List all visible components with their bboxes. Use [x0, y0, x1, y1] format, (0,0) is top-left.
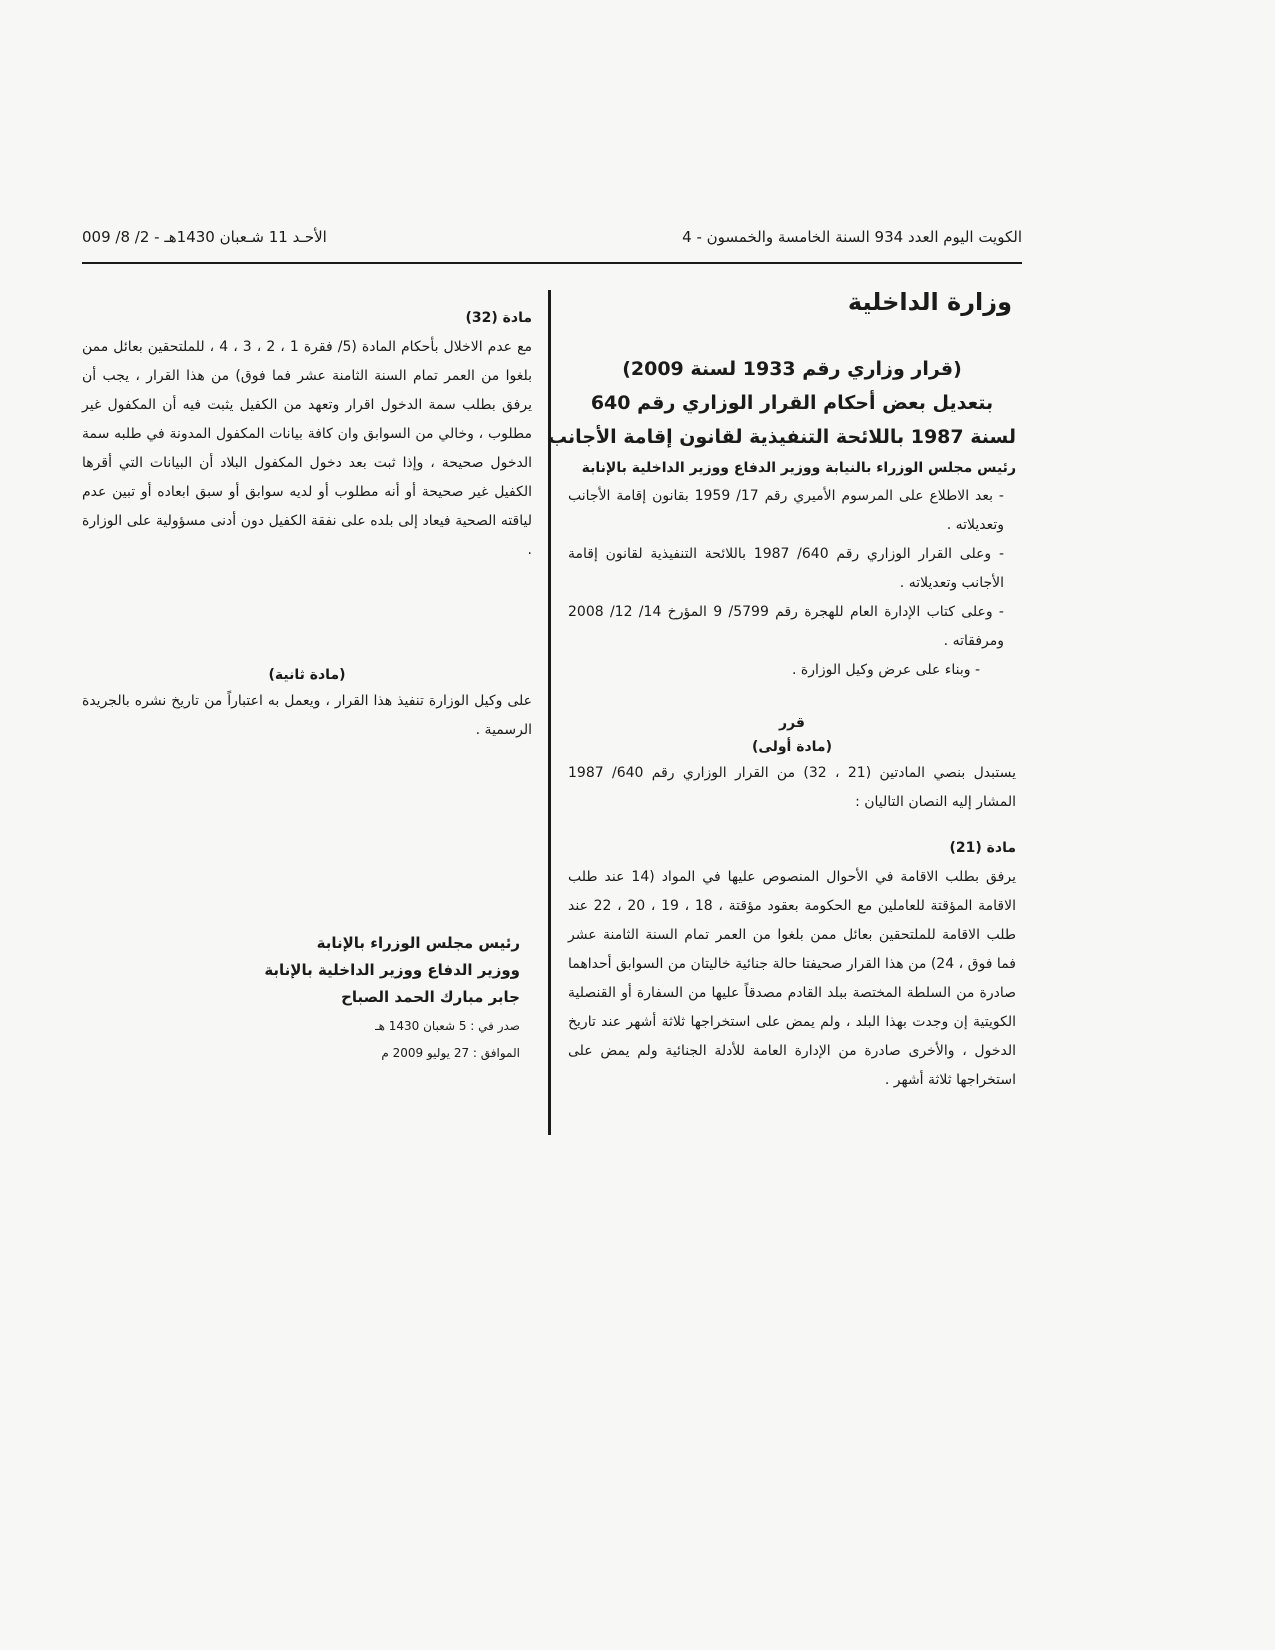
article-32-heading: مادة (32) [465, 310, 532, 326]
article-two-text: على وكيل الوزارة تنفيذ هذا القرار ، ويعمل به اعتباراً من تاريخ نشره بالجريدة الرسمية . [82, 693, 532, 738]
right-column [547, 288, 1016, 1095]
preamble-item: - وعلى كتاب الإدارة العام للهجرة رقم 5799/ 9 المؤرخ 14/ 12/ 2008 ومرفقاته . [568, 604, 1004, 649]
decree-title-line1: (قرار وزاري رقم 1933 لسنة 2009) [622, 358, 962, 380]
header-date: الأحـد 11 شـعبان 1430هـ - 2/ 8/ 009 [82, 228, 327, 246]
preamble-item: - وبناء على عرض وكيل الوزارة . [792, 662, 980, 678]
decided-heading: قرر [779, 715, 805, 731]
header-rule [82, 262, 1022, 264]
article-21-text: يرفق بطلب الاقامة في الأحوال المنصوص عليها في المواد (14 عند طلب الاقامة المؤقتة للعاملين مع الحكومة بعقود مؤقتة ، 18 ، 19 ، 20 ، 22 عند طلب الاقامة للملتحقين بعائل ممن بلغوا من العمر تمام السنة الثامنة عشر فما فوق ، 24) من هذا القرار صحيفتا حالة جنائية خاليتان من السوابق أحداهما صادرة من السلطة المختصة ببلد القادم مصدقاً عليها من السفارة أو القنصلية الكويتية إن وجدت بهذا البلد ، ولم يمض على استخراجها ثلاثة أشهر عند تاريخ الدخول ، والأخرى صادرة من الإدارة العامة للأدلة الجنائية ولم يمض على استخراجها ثلاثة أشهر . [568, 869, 1016, 1088]
article-one-text: يستبدل بنصي المادتين (21 ، 32) من القرار الوزاري رقم 640/ 1987 المشار إليه النصان التاليان : [568, 765, 1016, 810]
decree-issuer: رئيس مجلس الوزراء بالنيابة ووزير الدفاع ووزير الداخلية بالإنابة [581, 460, 1016, 476]
preamble-item: - وعلى القرار الوزاري رقم 640/ 1987 باللائحة التنفيذية لقانون إقامة الأجانب وتعديلاته . [568, 546, 1004, 591]
signature-line: رئيس مجلس الوزراء بالإنابة [316, 934, 520, 952]
page-header [82, 222, 1022, 252]
issue-dates [260, 1013, 520, 1067]
signature-line: ووزير الدفاع ووزير الداخلية بالإنابة [264, 961, 520, 979]
preamble-item: - بعد الاطلاع على المرسوم الأميري رقم 17/ 1959 بقانون إقامة الأجانب وتعديلاته . [568, 488, 1004, 533]
issued-date: صدر في : 5 شعبان 1430 هـ [375, 1019, 520, 1033]
header-issue-info: الكويت اليوم العدد 934 السنة الخامسة والخمسون - 4 [682, 228, 1022, 246]
ministry-name: وزارة الداخلية [847, 288, 1012, 316]
article-two-heading: (مادة ثانية) [268, 667, 346, 683]
article-21-heading: مادة (21) [949, 840, 1016, 856]
column-divider [548, 290, 551, 1135]
decree-title [547, 352, 1016, 454]
article-32-text: مع عدم الاخلال بأحكام المادة (5/ فقرة 1 ، 2 ، 3 ، 4 ، للملتحقين بعائل ممن بلغوا من العمر تمام السنة الثامنة عشر فما فوق) من هذا القرار ، يجب أن يرفق بطلب سمة الدخول اقرار وتعهد من الكفيل يثبت فيه أن المكفول غير مطلوب ، وخالي من السوابق وان كافة بيانات المكفول المدونة في طلبه سمة الدخول صحيحة ، وإذا ثبت بعد دخول المكفول البلاد أن البيانات التي أقرها الكفيل غير صحيحة أو أنه مطلوب أو لديه سوابق أو سبق ابعاده أو تبين عدم لياقته الصحية فيعاد إلى بلده على نفقة الكفيل دون أدنى مسؤولية على الوزارة . [82, 339, 533, 558]
signature-name: جابر مبارك الحمد الصباح [341, 988, 520, 1006]
signature-block [140, 930, 520, 1011]
left-column [82, 305, 532, 745]
decree-title-line2: بتعديل بعض أحكام القرار الوزاري رقم 640 [590, 392, 994, 414]
decree-title-line3: لسنة 1987 باللائحة التنفيذية لقانون إقامة الأجانب [547, 426, 1016, 448]
article-one-heading: (مادة أولى) [752, 739, 832, 755]
corresponding-date: الموافق : 27 يوليو 2009 م [381, 1046, 520, 1060]
